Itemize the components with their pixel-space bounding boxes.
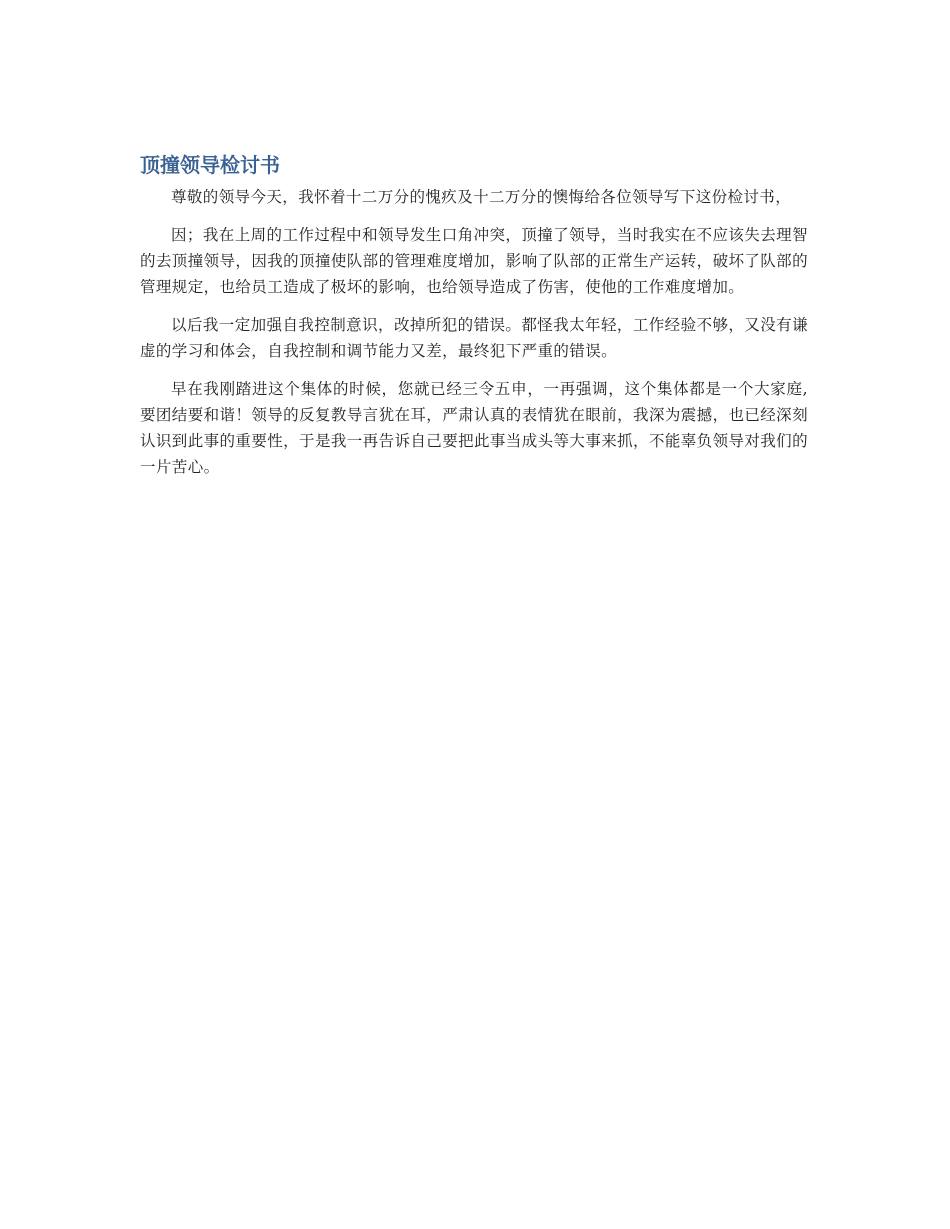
paragraph-4: 早在我刚踏进这个集体的时候，您就已经三令五申，一再强调，这个集体都是一个大家庭,要团结要和谐！领导的反复教导言犹在耳，严肃认真的表情犹在眼前，我深为震撼，也已经深刻认识到此事的重要性，于是我一再告诉自己要把此事当成头等大事来抓，不能辜负领导对我们的一片苦心。	[140, 380, 808, 476]
paragraph-2: 因；我在上周的工作过程中和领导发生口角冲突，顶撞了领导，当时我实在不应该失去理智的去顶撞领导，因我的顶撞使队部的管理难度增加，影响了队部的正常生产运转，破坏了队部的管理规定，也给员工造成了极坏的影响，也给领导造成了伤害，使他的工作难度增加。	[140, 226, 808, 296]
document-title: 顶撞领导检讨书	[140, 153, 280, 177]
paragraph-1: 尊敬的领导今天，我怀着十二万分的愧疚及十二万分的懊悔给各位领导写下这份检讨书，	[171, 188, 792, 206]
document-body	[140, 150, 808, 492]
paragraph-3: 以后我一定加强自我控制意识，改掉所犯的错误。都怪我太年轻，工作经验不够，又没有谦虚的学习和体会，自我控制和调节能力又差，最终犯下严重的错误。	[140, 316, 808, 360]
